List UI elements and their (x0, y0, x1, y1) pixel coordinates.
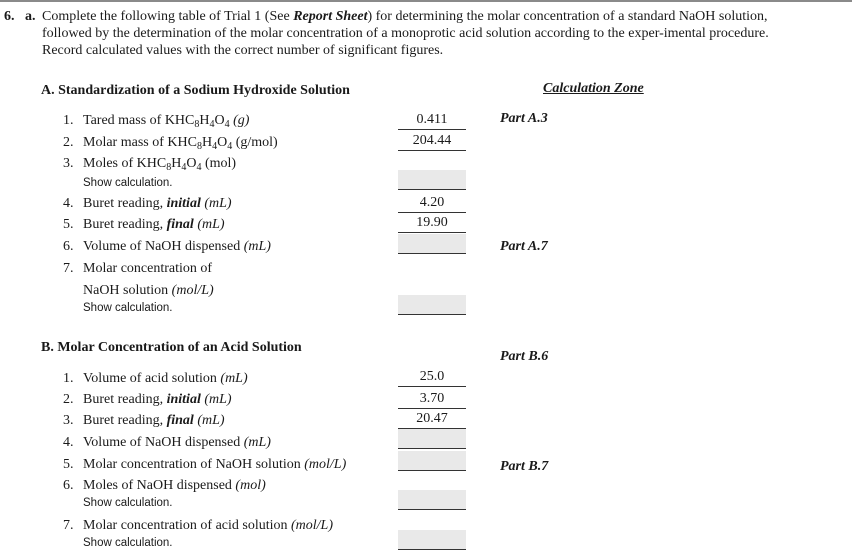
a-item-7: 7. Molar concentration of (63, 261, 213, 276)
b-item-1: 1. Volume of acid solution (mL) (63, 371, 248, 386)
b-item-3: 3. Buret reading, final (mL) (63, 413, 225, 428)
a-item-6: 6. Volume of NaOH dispensed (mL) (63, 239, 271, 254)
part-a7-label: Part A.7 (500, 239, 548, 254)
section-b-title: B. Molar Concentration of an Acid Solution (41, 340, 302, 355)
b6-show-calculation: Show calculation. (83, 497, 173, 509)
a-item-2: 2. Molar mass of $KHC_8H_4O_4$ (g/mol) (63, 135, 278, 152)
b-value-5[interactable] (398, 451, 466, 471)
b-value-2[interactable]: 3.70 (398, 389, 466, 409)
a-item-7-continued: NaOH solution (mol/L) (83, 283, 214, 298)
b-item-6: 6. Moles of NaOH dispensed (mol) (63, 478, 266, 493)
a-value-2[interactable]: 204.44 (398, 131, 466, 151)
b-item-2: 2. Buret reading, initial (mL) (63, 392, 232, 407)
b-item-5: 5. Molar concentration of NaOH solution (mol/L) (63, 457, 347, 472)
a-value-3[interactable] (398, 170, 466, 190)
a-item-5: 5. Buret reading, final (mL) (63, 217, 225, 232)
a-value-1[interactable]: 0.411 (398, 110, 466, 130)
a-item-4: 4. Buret reading, initial (mL) (63, 196, 232, 211)
question-number: 6. (4, 9, 15, 24)
a7-show-calculation: Show calculation. (83, 302, 173, 314)
question-part: a. (25, 9, 36, 24)
a-value-7[interactable] (398, 295, 466, 315)
question-text: Complete the following table of Trial 1 (See Report Sheet) for determining the molar concentration of a standard NaOH solution, followed by the determination of the molar concentration of a monoprotic acid solution according to the exper-imental procedure. Record calculated values with the correct number of significant figures. (42, 9, 769, 58)
b-item-4: 4. Volume of NaOH dispensed (mL) (63, 435, 271, 450)
b-value-7[interactable] (398, 530, 466, 550)
a-value-5[interactable]: 19.90 (398, 213, 466, 233)
part-a3-label: Part A.3 (500, 111, 548, 126)
top-rule (0, 0, 852, 2)
a3-show-calculation: Show calculation. (83, 177, 173, 189)
b-value-4[interactable] (398, 429, 466, 449)
b-value-1[interactable]: 25.0 (398, 367, 466, 387)
b-value-6[interactable] (398, 490, 466, 510)
a-value-4[interactable]: 4.20 (398, 193, 466, 213)
part-b7-label: Part B.7 (500, 459, 549, 474)
b-value-3[interactable]: 20.47 (398, 409, 466, 429)
b7-show-calculation: Show calculation. (83, 537, 173, 549)
a-item-1: 1. Tared mass of $KHC_8H_4O_4$ (g) (63, 113, 250, 130)
section-a-title: A. Standardization of a Sodium Hydroxide Solution (41, 83, 350, 98)
a-value-6[interactable] (398, 234, 466, 254)
a-item-3: 3. Moles of $KHC_8H_4O_4$ (mol) (63, 156, 237, 173)
calculation-zone-heading: Calculation Zone (543, 81, 644, 96)
part-b6-label: Part B.6 (500, 349, 549, 364)
b-item-7: 7. Molar concentration of acid solution (mol/L) (63, 518, 333, 533)
